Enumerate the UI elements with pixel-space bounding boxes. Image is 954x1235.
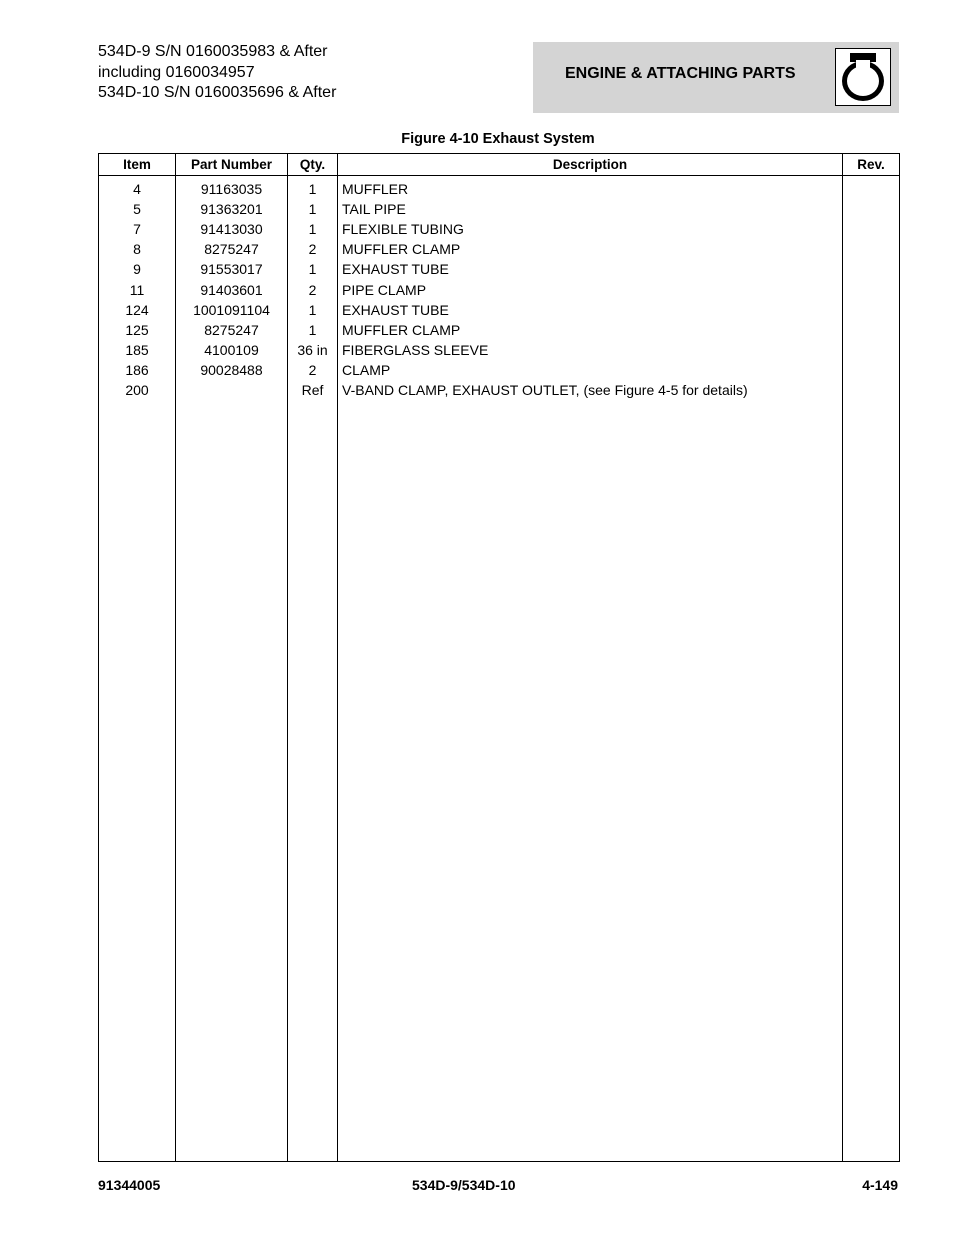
rev-cell [843,380,900,400]
table-row [99,199,900,219]
table-row [99,239,900,259]
qty-cell: 1 [288,320,338,340]
part-number-cell: 8275247 [176,239,288,259]
item-cell: 200 [99,380,176,400]
rev-cell [843,199,900,219]
table-row [99,279,900,299]
qty-cell: Ref [288,380,338,400]
qty-cell: 1 [288,199,338,219]
part-number-cell: 91413030 [176,219,288,239]
table-row [99,380,900,400]
model-line: 534D-9 S/N 0160035983 & After [98,43,328,60]
qty-cell: 1 [288,219,338,239]
column-header-part-number: Part Number [176,154,288,176]
item-cell: 186 [99,360,176,380]
table-filler-row [99,400,900,1161]
part-number-cell: 1001091104 [176,300,288,320]
model-line: including 0160034957 [98,63,255,81]
figure-title: Figure 4-10 Exhaust System [401,131,595,147]
part-number-cell: 91403601 [176,279,288,299]
rev-cell [843,300,900,320]
rev-cell [843,279,900,299]
qty-cell: 1 [288,259,338,279]
column-header-rev: Rev. [843,154,900,176]
item-cell: 9 [99,259,176,279]
part-number-cell: 91163035 [176,176,288,200]
description-cell: FLEXIBLE TUBING [338,219,843,239]
description-cell: MUFFLER [338,176,843,200]
qty-cell: 1 [288,300,338,320]
table-row [99,360,900,380]
column-header-qty: Qty. [288,154,338,176]
item-cell: 125 [99,320,176,340]
rev-cell [843,320,900,340]
footer-document-number: 91344005 [98,1177,161,1193]
rev-cell [843,340,900,360]
item-cell: 124 [99,300,176,320]
section-title: ENGINE & ATTACHING PARTS [565,65,796,82]
description-cell: FIBERGLASS SLEEVE [338,340,843,360]
parts-table [98,153,900,1162]
column-header-item: Item [99,154,176,176]
table-row [99,340,900,360]
description-cell: MUFFLER CLAMP [338,239,843,259]
footer-page-number: 4-149 [862,1177,898,1193]
description-cell: EXHAUST TUBE [338,259,843,279]
qty-cell: 2 [288,279,338,299]
rev-cell [843,259,900,279]
part-number-cell: 4100109 [176,340,288,360]
item-cell: 11 [99,279,176,299]
table-row [99,300,900,320]
item-cell: 7 [99,219,176,239]
part-number-cell [176,380,288,400]
rev-cell [843,219,900,239]
engine-icon [835,48,891,106]
rev-cell [843,360,900,380]
table-row [99,320,900,340]
qty-cell: 36 in [288,340,338,360]
description-cell: TAIL PIPE [338,199,843,219]
part-number-cell: 8275247 [176,320,288,340]
rev-cell [843,176,900,200]
section-header [533,42,899,113]
part-number-cell: 91363201 [176,199,288,219]
item-cell: 185 [99,340,176,360]
qty-cell: 2 [288,239,338,259]
part-number-cell: 91553017 [176,259,288,279]
table-header-row [99,154,900,176]
table-row [99,176,900,200]
table-row [99,219,900,239]
item-cell: 5 [99,199,176,219]
table-row [99,259,900,279]
description-cell: EXHAUST TUBE [338,300,843,320]
qty-cell: 2 [288,360,338,380]
item-cell: 4 [99,176,176,200]
description-cell: PIPE CLAMP [338,279,843,299]
qty-cell: 1 [288,176,338,200]
part-number-cell: 90028488 [176,360,288,380]
item-cell: 8 [99,239,176,259]
column-header-description: Description [338,154,843,176]
rev-cell [843,239,900,259]
description-cell: CLAMP [338,360,843,380]
model-line: 534D-10 S/N 0160035696 & After [98,84,337,101]
model-info [98,42,336,104]
description-cell: V-BAND CLAMP, EXHAUST OUTLET, (see Figure 4-5 for details) [338,380,843,400]
description-cell: MUFFLER CLAMP [338,320,843,340]
footer-model: 534D-9/534D-10 [412,1177,516,1193]
